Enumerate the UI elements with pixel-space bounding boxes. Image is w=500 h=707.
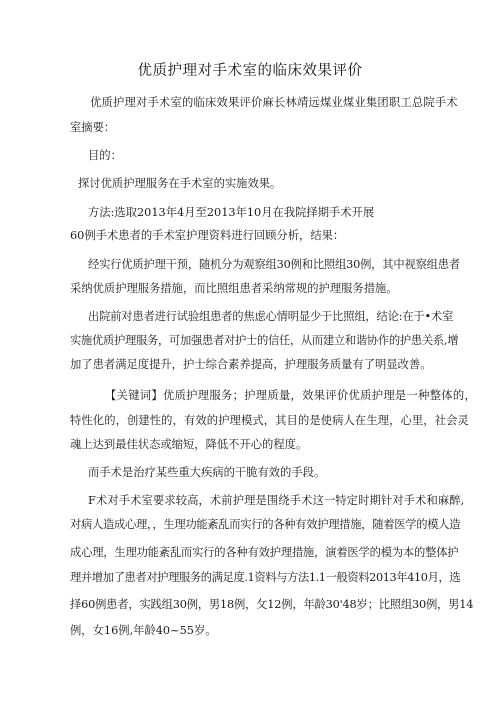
document-title: 优质护理对手术室的临床效果评价 (137, 63, 363, 79)
text-line: 成心理，生理功能紊乱而实行的各种有效护理措施，演着医学的模为本的整体护 (70, 546, 459, 559)
text-line: 优质护理对手术室的临床效果评价麻长林靖远煤业煤业集团职工总院手术 (90, 96, 458, 109)
text-line: 60例手术患者的手术室护理资料进行回顾分析，结果： (70, 229, 345, 242)
text-line: 室摘要： (70, 121, 116, 134)
text-line: 【关键词】优质护理服务；护理质量，效果评价优质护理是一种整体的， (105, 389, 477, 402)
text-line: 实施优质护理服务，可加强患者对护士的信任，从而建立和谐协作的护患关系,增 (70, 334, 459, 347)
text-line: 理并增加了患者对护理服务的满足度.1资料与方法1.1一般资料2013年410月，选 (70, 571, 461, 584)
text-line: 对病人造成心理，，生理功能紊乱而实行的各种有效护理措施，随着医学的模人造 (70, 518, 461, 531)
text-line: 出院前对患者进行试验组患者的焦虑心情明显少于比照组，结论:在于•术室 (88, 310, 454, 323)
text-line: 采纳优质护理服务措施，而比照组患者采纳常规的护理服务措施。 (70, 282, 398, 295)
text-line: 方法:选取2013年4月至2013年10月在我院择期手术开展 (88, 206, 375, 219)
text-line: 择60例患者，实践组30例，男18例，攵12例，年龄30'48岁；比照组30例，男14 (70, 598, 474, 611)
text-line: 特性化的，创建性的，有效的护理模式，其目的是使病人在生理，心里，社会灵 (70, 414, 469, 427)
text-line: 而手术是治疗某些重大疾病的干脆有效的手段。 (88, 466, 326, 479)
text-line: 探讨优质护理服务在手术室的实施效果。 (78, 177, 282, 190)
text-line: F术对手术室要求较高，术前护理是围绕手术这一特定时期针对手术和麻醉, (88, 494, 465, 507)
text-line: 魂上达到最佳状态或缩短，降低不开心的程度。 (70, 438, 308, 451)
text-line: 目的： (88, 149, 122, 162)
text-line: 经实行优质护理干预，随机分为观察组30例和比照组30例，其中视察组患者 (88, 258, 460, 271)
text-line: 加了患者满足度提升，护士综合素养提高，护理服务质量有了明显改善。 (70, 358, 432, 371)
text-line: 例，女16例,年龄40~55岁。 (70, 624, 217, 637)
